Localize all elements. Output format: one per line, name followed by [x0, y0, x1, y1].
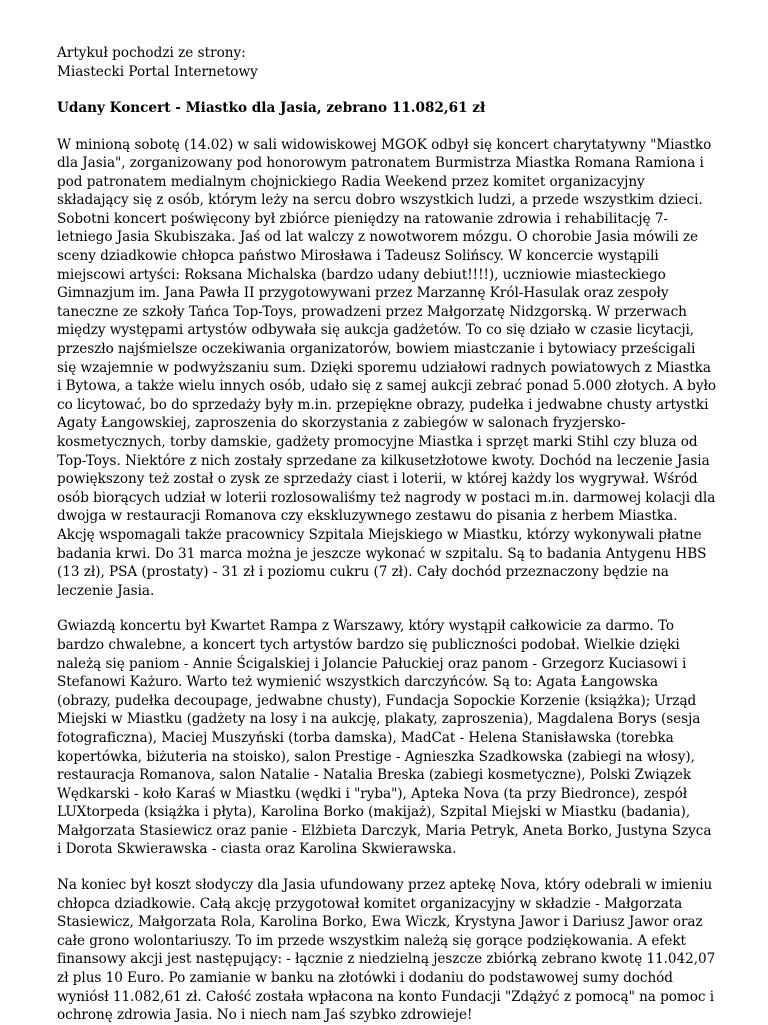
article-body: [57, 136, 716, 1025]
source-site-name: Miastecki Portal Internetowy: [57, 63, 258, 80]
article-title: Udany Koncert - Miastko dla Jasia, zebrano 11.082,61 zł: [57, 100, 486, 116]
article-paragraph-2: Gwiazdą koncertu był Kwartet Rampa z Warszawy, który wystąpił całkowicie za darmo. To bardzo chwalebne, a koncert tych artystów bardzo się publiczności podobał. Wielkie dzięki należą się paniom - Annie Ścigalskiej i Jolancie Pałuckiej oraz panom - Grzegorz Kuciasowi i Stefanowi Każuro. Warto też wymienić wszystkich darczyńców. Są to: Agata Łangowska (obrazy, pudełka decoupage, jedwabne chusty), Fundacja Sopockie Korzenie (książka); Urząd Miejski w Miastku (gadżety na losy i na aukcję, plakaty, zaproszenia), Magdalena Borys (sesja fotograficzna), Maciej Muszyński (torba damska), MadCat - Helena Stanisławska (torebka kopertówka, biżuteria na stoisko), salon Prestige - Agnieszka Szadkowska (zabiegi na włosy), restauracja Romanova, salon Natalie - Natalia Breska (zabiegi kosmetyczne), Polski Związek Wędkarski - koło Karaś w Miastku (wędki i "ryba"), Apteka Nova (ta przy Biedronce), zespół LUXtorpeda (książka i płyta), Karolina Borko (makijaż), Szpital Miejski w Miastku (badania), Małgorzata Stasiewicz oraz panie - Elżbieta Darczyk, Maria Petryk, Aneta Borko, Justyna Szyca i Dorota Skwierawska - ciasta oraz Karolina Skwierawska.: [57, 618, 712, 858]
source-label: Artykuł pochodzi ze strony:: [57, 45, 246, 61]
article-paragraph-3: Na koniec był koszt słodyczy dla Jasia ufundowany przez aptekę Nova, który odebrali w imieniu chłopca dziadkowie. Całą akcję przygotował komitet organizacyjny w składzie - Małgorzata Stasiewicz, Małgorzata Rola, Karolina Borko, Ewa Wiczk, Krystyna Jawor i Dariusz Jawor oraz całe grono wolontariuszy. To im przede wszystkim należą się gorące podziękowania. A efekt finansowy akcji jest następujący: - łącznie z niedzielną jeszcze zbiórką zebrano kwotę 11.042,07 zł plus 10 Euro. Po zamianie w banku na złotówki i dodaniu do podstawowej sumy dochód wyniósł 11.082,61 zł. Całość została wpłacona na konto Fundacji "Zdążyć z pomocą" na pomoc i ochronę zdrowia Jasia. No i niech nam Jaś szybko zdrowieje!: [57, 877, 716, 1024]
article-paragraph-1: W minioną sobotę (14.02) w sali widowiskowej MGOK odbył się koncert charytatywny "Miastko dla Jasia", zorganizowany pod honorowym patronatem Burmistrza Miastka Romana Ramiona i pod patronatem medialnym chojnickiego Radia Weekend przez komitet organizacyjny składający się z osób, którym leży na sercu dobro wszystkich ludzi, a przede wszystkim dzieci. Sobotni koncert poświęcony był zbiórce pieniędzy na ratowanie zdrowia i rehabilitację 7-letniego Jasia Skubiszaka. Jaś od lat walczy z nowotworem mózgu. O chorobie Jasia mówili ze sceny dziadkowie chłopca państwo Mirosława i Tadeusz Solińscy. W koncercie wystąpili miejscowi artyści: Roksana Michalska (bardzo udany debiut!!!!), uczniowie miasteckiego Gimnazjum im. Jana Pawła II przygotowywani przez Marzannę Król-Hasulak oraz zespoły taneczne ze szkoły Tańca Top-Toys, prowadzeni przez Małgorzatę Nidzgorską. W przerwach między występami artystów odbywała się aukcja gadżetów. To co się działo w czasie licytacji, przeszło najśmielsze oczekiwania organizatorów, bowiem miastczanie i bytowiacy prześcigali się wzajemnie w podwyższaniu sum. Dzięki sporemu udziałowi radnych powiatowych z Miastka i Bytowa, a także wielu innych osób, udało się z samej aukcji zebrać ponad 5.000 złotych. A było co licytować, bo do sprzedaży były m.in. przepiękne obrazy, pudełka i jedwabne chusty artystki Agaty Łangowskiej, zaproszenia do skorzystania z zabiegów w salonach fryzjersko-kosmetycznych, torby damskie, gadżety promocyjne Miastka i sprzęt marki Stihl czy bluza od Top-Toys. Niektóre z nich zostały sprzedane za kilkusetzłotowe kwoty. Dochód na leczenie Jasia powiększony też został o zysk ze sprzedaży ciast i loterii, w której każdy los wygrywał. Wśród osób biorących udział w loterii rozlosowaliśmy też nagrody w postaci m.in. darmowej kolacji dla dwojga w restauracji Romanova czy ekskluzywnego zestawu do pisania z herbem Miastka. Akcję wspomagali także pracownicy Szpitala Miejskiego w Miastku, którzy wykonywali płatne badania krwi. Do 31 marca można je jeszcze wykonać w szpitalu. Są to badania Antygenu HBS (13 zł), PSA (prostaty) - 31 zł i poziomu cukru (7 zł). Cały dochód przeznaczony będzie na leczenie Jasia.: [57, 136, 716, 599]
source-attribution: [57, 44, 716, 81]
